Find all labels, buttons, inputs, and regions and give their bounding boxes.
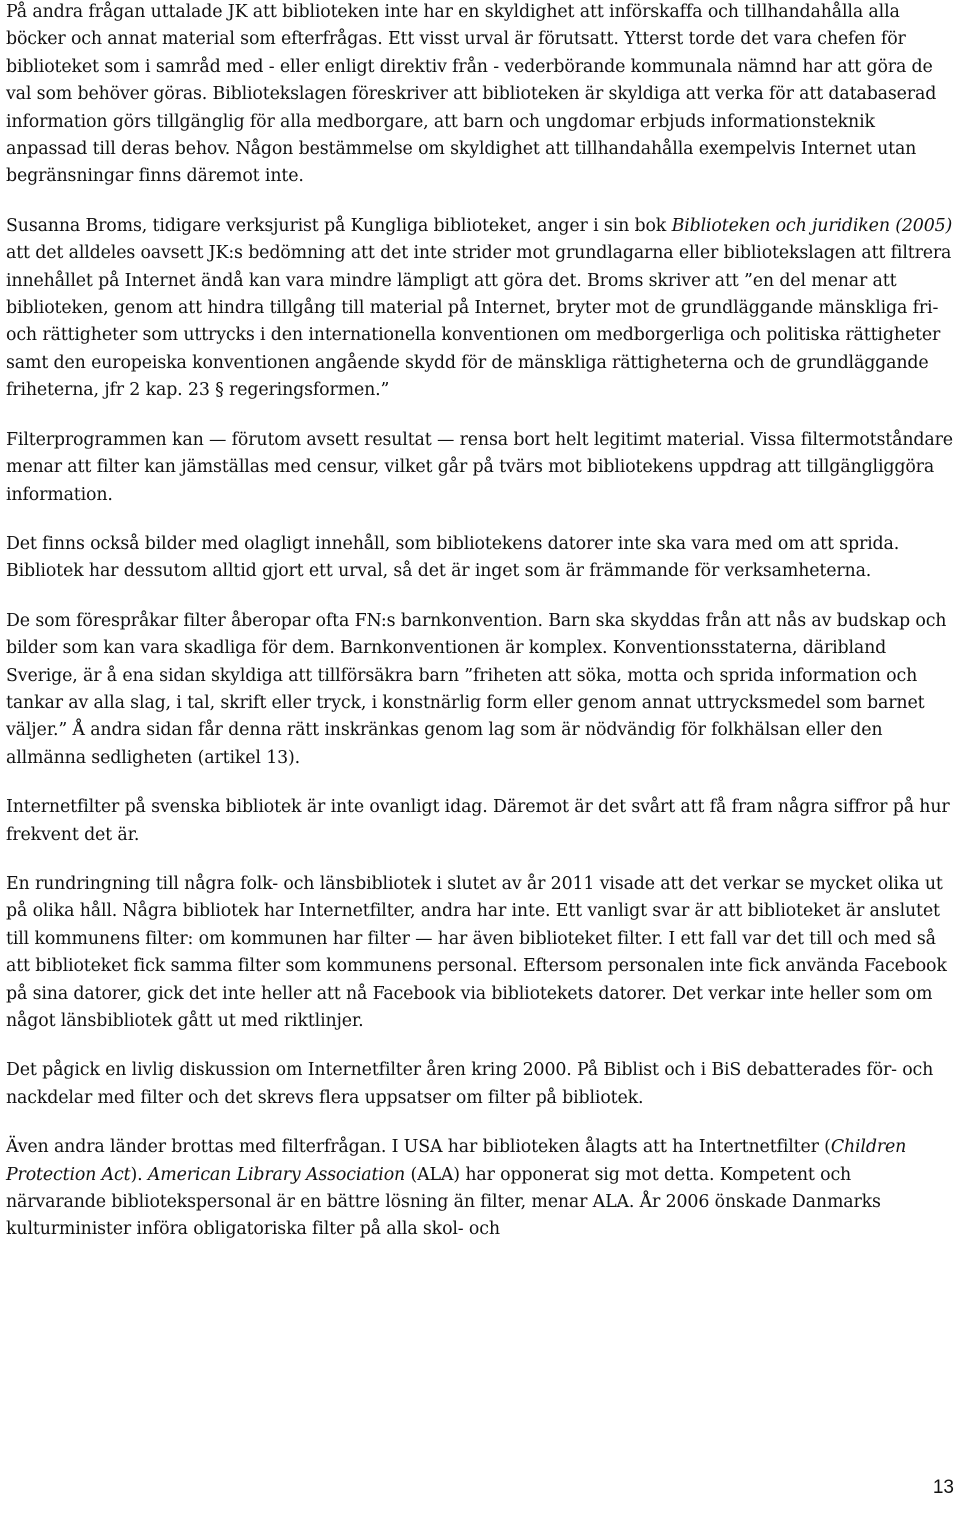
paragraph-broms	[6, 213, 956, 405]
paragraph-jk-ruling: På andra frågan uttalade JK att biblioteken inte har en skyldighet att införskaffa och tillhandahålla alla böcker och annat material som efterfrågas. Ett visst urval är förutsatt. Ytterst torde det vara chefen för biblioteket som i samråd med - eller enligt direktiv från - vederbörande kommunala nämnd har att göra de val som behöver göras. Bibliotekslagen föreskriver att biblioteken är skyldiga att verka för att databaserad information görs tillgänglig för alla medborgare, att barn och ungdomar erbjuds informationsteknik anpassad till deras behov. Någon bestämmelse om skyldighet att tillhandahålla exempelvis Internet utan begränsningar finns däremot inte.	[6, 2, 937, 187]
paragraph-filter-programs: Filterprogrammen kan — förutom avsett resultat — rensa bort helt legitimt material. Vissa filtermotståndare menar att filter kan jämställas med censur, vilket går på tvärs mot bibliotekens uppdrag att tillgängliggöra information.	[6, 429, 953, 505]
organization-name: American Library Association	[147, 1164, 406, 1185]
paragraph-illegal-images: Det finns också bilder med olagligt innehåll, som bibliotekens datorer inte ska vara med om att sprida. Bibliotek har dessutom alltid gjort ett urval, så det är inget som är främmande för verksamheterna.	[6, 533, 900, 582]
paragraph-other-countries-text-c: (ALA) har opponerat sig mot detta. Kompetent och närvarande bibliotekspersonal är en bättre lösning än filter, menar ALA. År 2006 önskade Danmarks kulturminister införa obligatoriska filter på alla skol- och	[6, 1164, 881, 1240]
document-page	[6, 0, 956, 1266]
page-number: 13	[932, 1477, 954, 1498]
paragraph-other-countries	[6, 1134, 956, 1244]
paragraph-internet-filter-common: Internetfilter på svenska bibliotek är inte ovanligt idag. Däremot är det svårt att få fram några siffror på hur frekvent det är.	[6, 797, 950, 845]
paragraph-broms-text-b: att det alldeles oavsett JK:s bedömning att det inte strider mot grundlagarna eller bibliotekslagen att filtrera innehållet på Internet ändå kan vara mindre lämpligt att göra det. Broms skriver att ”en del menar att biblioteken, genom att hindra tillgång till material på Internet, bryter mot de grundläggande mänskliga fri- och rättigheter som uttrycks i den internationella konventionen om medborgerliga och politiska rättigheter samt den europeiska konventionen angående skydd för de mänskliga rättigheterna och de grundläggande friheterna, jfr 2 kap. 23 § regeringsformen.”	[6, 243, 952, 401]
paragraph-other-countries-text-b: ).	[130, 1164, 148, 1185]
book-title: Biblioteken och juridiken (2005)	[671, 215, 953, 236]
paragraph-survey: En rundringning till några folk- och länsbibliotek i slutet av år 2011 visade att det verkar se mycket olika ut på olika håll. Några bibliotek har Internetfilter, andra har inte. Ett vanligt svar är att biblioteket är anslutet till kommunens filter: om kommunen har filter — har även biblioteket filter. I ett fall var det till och med så att biblioteket fick samma filter som kommunens personal. Eftersom personalen inte fick använda Facebook på sina datorer, gick det inte heller att nå Facebook via bibliotekets datorer. Det verkar inte heller som om något länsbibliotek gått ut med riktlinjer.	[6, 873, 947, 1031]
paragraph-broms-text-a: Susanna Broms, tidigare verksjurist på Kungliga biblioteket, anger i sin bok	[6, 215, 672, 236]
paragraph-discussion-2000: Det pågick en livlig diskussion om Internetfilter åren kring 2000. På Biblist och i BiS debatterades för- och nackdelar med filter och det skrevs flera uppsatser om filter på bibliotek.	[6, 1060, 934, 1108]
paragraph-child-convention: De som förespråkar filter åberopar ofta FN:s barnkonvention. Barn ska skyddas från att nås av budskap och bilder som kan vara skadliga för dem. Barnkonventionen är komplex. Konventionsstaterna, däribland Sverige, är å ena sidan skyldiga att tillförsäkra barn ”friheten att söka, motta och sprida information och tankar av alla slag, i tal, skrift eller tryck, i konstnärlig form eller genom annat uttrycksmedel som barnet väljer.” Å andra sidan får denna rätt inskränkas genom lag som är nödvändig för folkhälsan eller den allmänna sedligheten (artikel 13).	[6, 610, 947, 768]
paragraph-other-countries-text-a: Även andra länder brottas med filterfrågan. I USA har biblioteken ålagts att ha Intertnetfilter (	[6, 1137, 831, 1158]
act-name: Children Protection Act	[6, 1137, 907, 1185]
